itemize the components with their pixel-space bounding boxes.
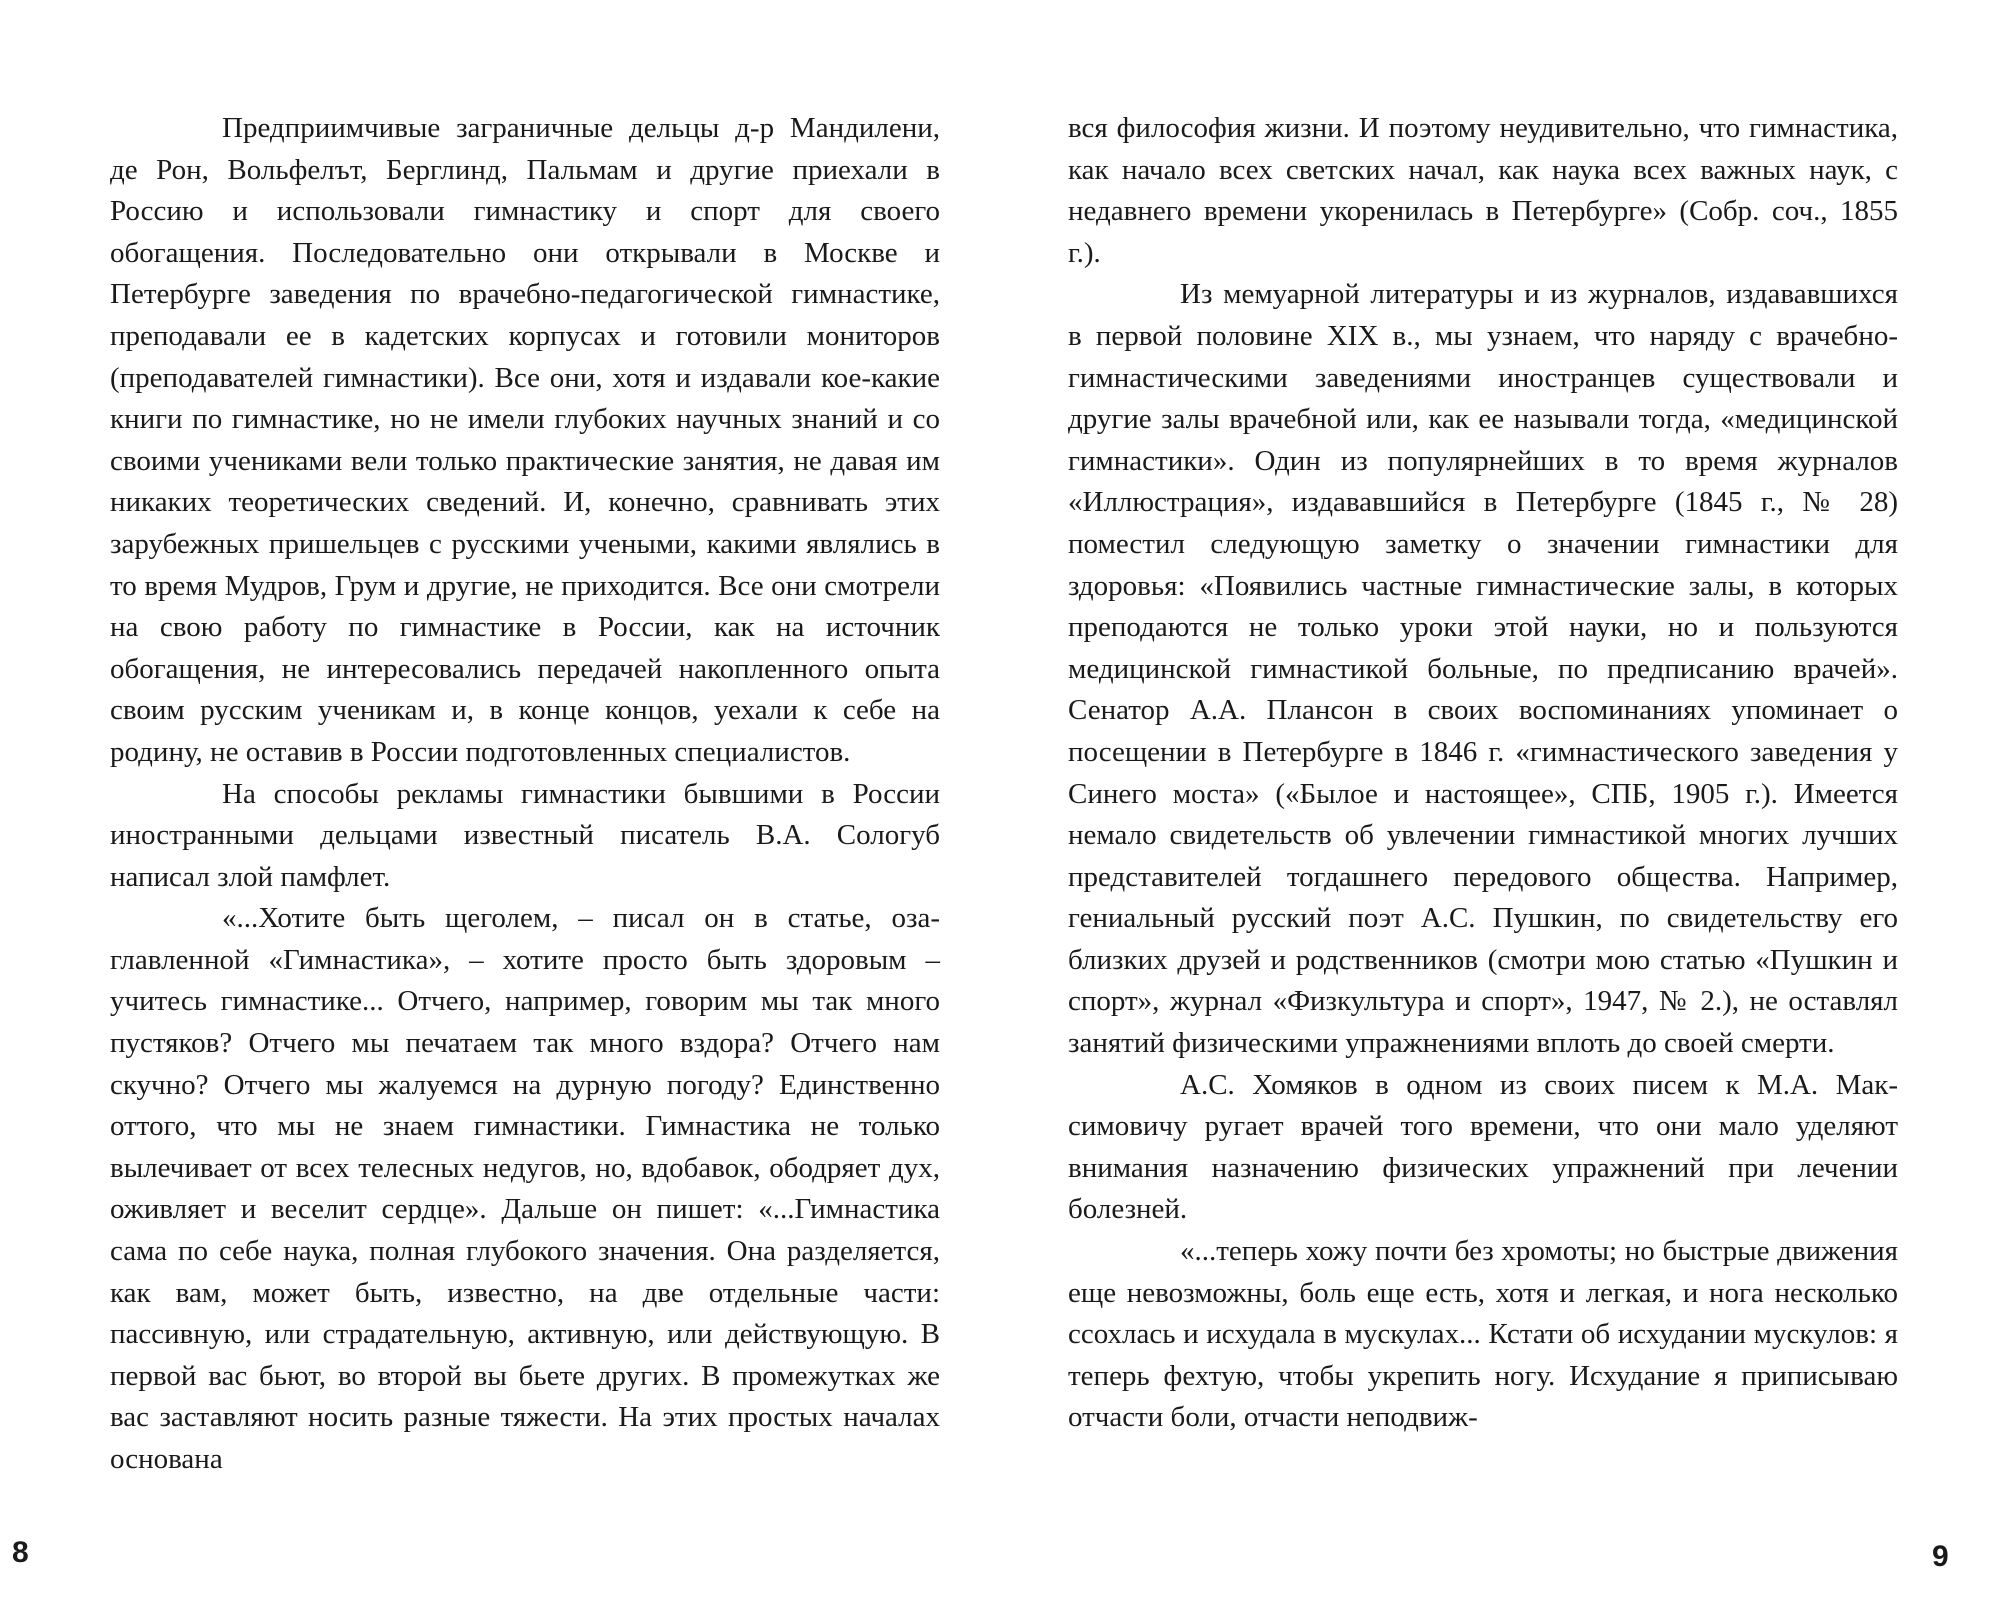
left-page-number: 8 — [12, 1536, 29, 1569]
left-paragraph-2: На способы рекламы гимнастики бывшими в России иностранными дельцами известный писатель В.А. Сологуб написал злой памфлет. — [110, 777, 940, 893]
left-paragraph-1: Предприимчивые заграничные дельцы д-р Мандилени, де Рон, Вольфелът, Берглинд, Пальмам и другие приехали в Россию и использовали гимнастику и спорт для своего обогащения. Последовательно они открывали в Москве и Петербурге заведения по врачебно-педагогической гимнастике, преподавали ее в кадетских корпусах и готовили мониторов (преподавателей гимнастики). Все они, хотя и издавали кое-какие книги по гимнастике, но не имели глубоких научных знаний и со своими учениками вели только практические занятия, не давая им никаких теоретических сведений. И, конечно, сравнивать этих зарубежных пришельцев с русскими учеными, какими являлись в то время Мудров, Грум и другие, не приходится. Все они смотрели на свою работу по гимнастике в России, как на источник обогащения, не интересовались передачей накопленного опыта своим русским ученикам и, в конце концов, уехали к себе на родину, не оставив в России подготовленных специалистов. — [110, 112, 940, 768]
left-paragraph-3: «...Хотите быть щеголем, – писал он в статье, озаглавленной «Гимнастика», – хотите просто быть здоровым – учитесь гимнастике... Отчего, например, говорим мы так много пустяков? Отчего мы печатаем так много вздора? Отчего нам скучно? Отчего мы жалуемся на дурную погоду? Единственно оттого, что мы не знаем гимнастики. Гимнастика не только вылечивает от всех телесных недугов, но, вдобавок, ободряет дух, оживляет и веселит сердце». Дальше он пишет: «...Гимнастика сама по себе наука, полная глубокого значения. Она разделяется, как вам, может быть, известно, на две отдельные части: пассивную, или страдательную, активную, или действующую. В первой вас бьют, во второй вы бьете других. В промежутках же вас заставляют носить разные тяжести. На этих простых началах основана — [110, 902, 940, 1475]
right-paragraph-4: «...теперь хожу почти без хромоты; но быстрые движения еще невозможны, боль еще есть, хотя и легкая, и нога несколько ссохлась и исхудала в мускулах... Кстати об исхудании мускулов: я теперь фехтую, чтобы укрепить ногу. Исхудание я приписываю отчасти боли, отчасти неподвиж- — [1068, 1235, 1898, 1434]
right-paragraph-2: Из мемуарной литературы и из журналов, издававшихся в первой половине XIX в., мы узнаем, что наряду с врачебно-гимнастическими заведениями иностранцев существовали и другие залы врачебной или, как ее называли тогда, «медицинской гимнастики». Один из популярнейших в то время журналов «Иллюстрация», издававшийся в Петербурге (1845 г., № 28) поместил следующую заметку о значении гимнастики для здоровья: «Появились частные гимнастические залы, в которых преподаются не только уроки этой науки, но и пользуются медицинской гимнастикой больные, по предписанию врачей». Сенатор А.А. Плансон в своих воспоминаниях упоминает о посещении в Петербурге в 1846 г. «гимнастического заведения у Синего моста» («Былое и настоящее», СПБ, 1905 г.). Имеется немало свидетельств об увлечении гимнастикой многих лучших представителей тогдашнего передового общества. Например, гениальный русский поэт А.С. Пушкин, по свидетельству его близких друзей и родственников (смотри мою статью «Пушкин и спорт», журнал «Физкультура и спорт», 1947, № 2.), не оставлял занятий физическими упражнениями вплоть до своей смерти. — [1068, 278, 1898, 1060]
right-paragraph-1: вся философия жизни. И поэтому неудивительно, что гимнастика, как начало всех светских начал, как наука всех важных наук, с недавнего времени укоренилась в Петербурге» (Собр. соч., 1855 г.). — [1068, 112, 1898, 269]
right-page — [1068, 108, 1898, 1439]
right-paragraph-3: А.С. Хомяков в одном из своих писем к М.А. Максимовичу ругает врачей того времени, что они мало уделяют внимания назначению физических упражнений при лечении болезней. — [1068, 1068, 1898, 1226]
right-page-number: 9 — [1932, 1540, 1949, 1573]
left-page — [110, 108, 940, 1481]
